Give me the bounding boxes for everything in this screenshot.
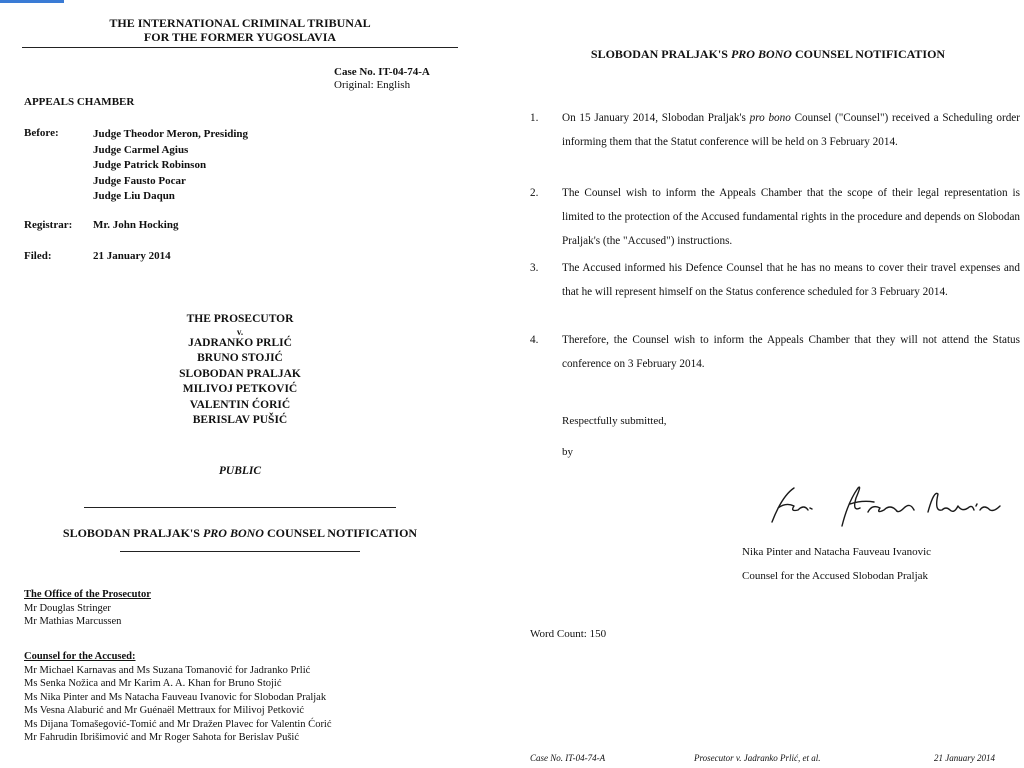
original-language: Original: English: [334, 79, 411, 91]
title-part: COUNSEL NOTIFICATION: [791, 47, 946, 61]
title-rule-bottom: [120, 551, 360, 552]
title-part: SLOBODAN PRALJAK'S: [62, 526, 203, 540]
footer-date: 21 January 2014: [934, 753, 995, 763]
accused-name: VALENTIN ĆORIĆ: [189, 398, 291, 411]
accused-name: SLOBODAN PRALJAK: [179, 367, 301, 380]
paragraph: [530, 328, 1020, 376]
signer-role: Counsel for the Accused Slobodan Praljak: [742, 570, 929, 582]
notification-title: [512, 47, 1024, 62]
paragraph-text-part: The Accused informed his Defence Counsel that he has no means to cover their travel expenses and that he will represent himself on the Status conference scheduled for 3 February 2014.: [562, 262, 1020, 298]
title-part: SLOBODAN PRALJAK'S: [590, 47, 731, 61]
cover-document-title: [0, 526, 480, 541]
otp-member: Mr Mathias Marcussen: [24, 616, 122, 627]
otp-member: Mr Douglas Stringer: [24, 602, 111, 614]
title-part: COUNSEL NOTIFICATION: [263, 526, 418, 540]
counsel-entry: Ms Dijana Tomašegović-Tomić and Mr Dražen Plavec for Valentin Ćorić: [24, 718, 332, 730]
tribunal-heading: [0, 16, 480, 44]
tribunal-line-2: FOR THE FORMER YUGOSLAVIA: [143, 30, 337, 44]
judge-name: Judge Liu Daqun: [93, 190, 175, 202]
paragraph-text-part: The Counsel wish to inform the Appeals Chamber that the scope of their legal representation is limited to the protection of the Accused fundamental rights in the procedure and depends on Slobodan Praljak's (the "Accused") instructions.: [562, 187, 1020, 247]
signer-block: [742, 540, 931, 588]
otp-section: [24, 588, 151, 629]
paragraph-text: [562, 328, 1020, 376]
footer-case-number: Case No. IT-04-74-A: [530, 753, 606, 763]
paragraph-text: [562, 181, 1020, 253]
word-count: Word Count: 150: [530, 628, 607, 640]
judges-list: [93, 127, 248, 205]
public-marker: PUBLIC: [218, 465, 262, 477]
before-label: Before:: [24, 127, 59, 139]
accused-name: BERISLAV PUŠIĆ: [192, 414, 288, 426]
judge-name: Judge Patrick Robinson: [93, 159, 207, 171]
counsel-entry: Ms Nika Pinter and Ms Natacha Fauveau Ivanovic for Slobodan Praljak: [24, 691, 327, 703]
paragraph-text: [562, 256, 1020, 304]
paragraph-text-part: On 15 January 2014, Slobodan Praljak's: [562, 112, 750, 124]
signer-names: Nika Pinter and Natacha Fauveau Ivanovic: [742, 546, 932, 558]
counsel-section: [24, 650, 332, 745]
counsel-entry: Mr Fahrudin Ibrišimović and Mr Roger Sahota for Berislav Pušić: [24, 732, 299, 743]
closing-line: Respectfully submitted,: [562, 415, 667, 427]
accused-name: BRUNO STOJIĆ: [197, 352, 283, 364]
registrar-name: Mr. John Hocking: [93, 219, 179, 231]
cover-page: [0, 0, 490, 768]
case-number: Case No. IT-04-74-A: [334, 66, 430, 78]
by-line: by: [562, 446, 573, 458]
paragraph: [530, 106, 1020, 154]
chamber-name: APPEALS CHAMBER: [24, 96, 135, 108]
registrar-label: Registrar:: [24, 219, 73, 231]
prosecutor-title: THE PROSECUTOR: [186, 313, 294, 325]
versus-label: v.: [236, 326, 244, 337]
title-emphasis: PRO BONO: [202, 526, 264, 540]
judge-name: Judge Theodor Meron, Presiding: [93, 128, 249, 140]
notification-page: [512, 0, 1024, 768]
paragraph-emphasis: pro bono: [749, 112, 791, 124]
counsel-heading: Counsel for the Accused:: [24, 651, 136, 662]
case-info: [334, 66, 430, 92]
counsel-entry: Ms Vesna Alaburić and Mr Guénaël Mettraux for Milivoj Petković: [24, 705, 305, 716]
paragraph-text-part: Therefore, the Counsel wish to inform the Appeals Chamber that they will not attend the Status conference on 3 February 2014.: [562, 334, 1020, 370]
paragraph-text-part: Counsel ("Counsel") received a Scheduling order informing them that the Statut conference will be held on 3 February 2014.: [562, 112, 1020, 148]
paragraph: [530, 181, 1020, 253]
case-parties: [0, 312, 480, 429]
filed-date: 21 January 2014: [93, 250, 171, 262]
paragraph: [530, 256, 1020, 304]
paragraph-text: [562, 106, 1020, 154]
title-rule-top: [84, 507, 396, 508]
filed-label: Filed:: [24, 250, 52, 262]
paragraph-number: 1.: [530, 112, 539, 124]
footer-case-title: Prosecutor v. Jadranko Prlić, et al.: [694, 753, 821, 763]
handwritten-signature: [764, 482, 1004, 530]
accused-name: MILIVOJ PETKOVIĆ: [182, 383, 298, 395]
paragraph-number: 4.: [530, 334, 539, 346]
paragraph-number: 3.: [530, 262, 539, 274]
tribunal-line-1: THE INTERNATIONAL CRIMINAL TRIBUNAL: [109, 16, 371, 30]
judge-name: Judge Fausto Pocar: [93, 174, 186, 187]
paragraph-number: 2.: [530, 187, 539, 199]
header-rule: [22, 47, 458, 48]
title-emphasis: PRO BONO: [730, 47, 792, 61]
accused-name: JADRANKO PRLIĆ: [188, 336, 292, 349]
judge-name: Judge Carmel Agius: [93, 143, 189, 156]
counsel-entry: Ms Senka Nožica and Mr Karim A. A. Khan for Bruno Stojić: [24, 678, 282, 689]
counsel-entry: Mr Michael Karnavas and Ms Suzana Tomanović for Jadranko Prlić: [24, 664, 311, 676]
otp-heading: The Office of the Prosecutor: [24, 589, 151, 600]
